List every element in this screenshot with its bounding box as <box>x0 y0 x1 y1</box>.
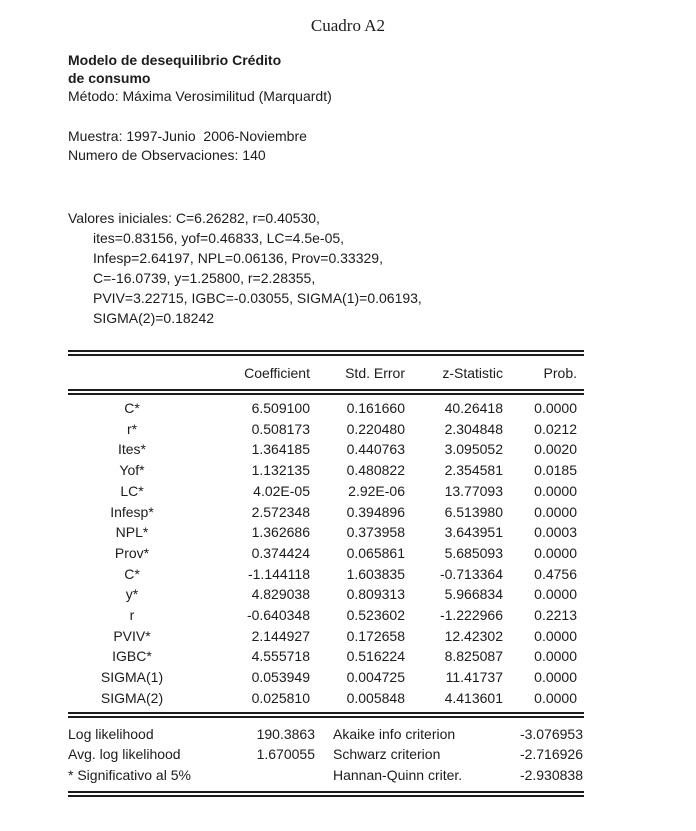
sample-block <box>68 127 584 165</box>
cell-coefficient: 0.053949 <box>251 669 310 686</box>
cell-prob: 0.0003 <box>534 524 577 541</box>
cell-std-error: 0.440763 <box>346 441 405 458</box>
cell-std-error: 0.005848 <box>346 689 405 706</box>
cell-std-error: 0.220480 <box>346 420 405 437</box>
observations-line: Numero de Observaciones: 140 <box>68 147 266 163</box>
cell-variable: Infesp* <box>110 503 154 520</box>
cell-variable: LC* <box>120 482 144 499</box>
cell-coefficient: 0.374424 <box>251 544 310 561</box>
summary-gap <box>315 744 333 765</box>
cell-prob: 0.2213 <box>534 607 577 624</box>
cell-variable: r* <box>126 420 138 437</box>
table-row <box>68 584 584 605</box>
summary-label-schwarz: Schwarz criterion <box>333 746 441 763</box>
cell-coefficient: 4.02E-05 <box>253 482 310 499</box>
content-column <box>68 51 584 797</box>
cell-z-statistic: 2.304848 <box>444 420 503 437</box>
table-row <box>68 626 584 647</box>
sample-line: Muestra: 1997-Junio 2006-Noviembre <box>68 128 307 144</box>
table-row <box>68 398 584 419</box>
cell-std-error: 0.523602 <box>346 607 405 624</box>
summary-row <box>68 724 584 745</box>
cell-variable: y* <box>125 586 139 603</box>
cell-variable: r <box>129 607 135 624</box>
cell-std-error: 0.172658 <box>346 627 405 644</box>
summary-value-akaike: -3.076953 <box>519 725 583 742</box>
cell-prob: 0.0020 <box>534 441 577 458</box>
cell-prob: 0.0212 <box>534 420 577 437</box>
cell-z-statistic: 12.42302 <box>444 627 503 644</box>
table-row <box>68 667 584 688</box>
column-header-std-error: Std. Error <box>345 364 405 381</box>
cell-coefficient: 2.144927 <box>251 627 310 644</box>
table-row <box>68 460 584 481</box>
cell-variable: SIGMA(1) <box>100 669 164 686</box>
cell-z-statistic: 2.354581 <box>444 462 503 479</box>
summary-value-empty <box>208 765 315 786</box>
cell-z-statistic: 4.413601 <box>444 689 503 706</box>
cell-prob: 0.0000 <box>534 586 577 603</box>
cell-variable: SIGMA(2) <box>100 689 164 706</box>
initial-values-line: ites=0.83156, yof=0.46833, LC=4.5e-05, <box>93 230 345 246</box>
cell-coefficient: 4.555718 <box>251 648 310 665</box>
table-row <box>68 419 584 440</box>
column-header-coefficient: Coefficient <box>244 364 310 381</box>
table-bottom-rule <box>68 791 584 797</box>
cell-variable: Prov* <box>114 544 150 561</box>
table-row <box>68 564 584 585</box>
cell-z-statistic: 11.41737 <box>445 669 503 686</box>
cell-prob: 0.0000 <box>534 669 577 686</box>
cell-prob: 0.0000 <box>534 648 577 665</box>
significance-note: * Significativo al 5% <box>68 766 191 783</box>
cell-std-error: 0.809313 <box>346 586 405 603</box>
initial-values-line: Infesp=2.64197, NPL=0.06136, Prov=0.33329, <box>93 250 383 266</box>
cell-coefficient: 6.509100 <box>251 400 310 416</box>
cell-std-error: 0.004725 <box>346 669 405 686</box>
model-title-line2: de consumo <box>68 70 151 86</box>
cell-variable: C* <box>124 565 140 582</box>
cell-std-error: 0.480822 <box>346 462 405 479</box>
cell-std-error: 1.603835 <box>346 565 405 582</box>
summary-row <box>68 765 584 786</box>
summary-label-hannan-quinn: Hannan-Quinn criter. <box>333 766 463 783</box>
model-header-block <box>68 51 584 105</box>
cell-std-error: 0.161660 <box>346 400 405 416</box>
summary-gap <box>315 765 333 786</box>
cell-z-statistic: -0.713364 <box>439 565 503 582</box>
initial-values-line: PVIV=3.22715, IGBC=-0.03055, SIGMA(1)=0.06193, <box>93 290 422 306</box>
summary-value-schwarz: -2.716926 <box>519 746 583 763</box>
table-caption: Cuadro A2 <box>310 16 386 35</box>
cell-variable: Ites* <box>117 441 146 458</box>
summary-value-hannan-quinn: -2.930838 <box>519 766 583 783</box>
table-header-row <box>68 356 584 389</box>
summary-row <box>68 744 584 765</box>
cell-z-statistic: 5.685093 <box>444 544 503 561</box>
summary-label-avg-log-likelihood: Avg. log likelihood <box>68 746 181 763</box>
cell-std-error: 0.394896 <box>346 503 405 520</box>
summary-label-log-likelihood: Log likelihood <box>68 725 154 742</box>
initial-values-block <box>68 208 584 328</box>
cell-z-statistic: 3.095052 <box>444 441 503 458</box>
cell-prob: 0.0000 <box>534 503 577 520</box>
cell-z-statistic: 8.825087 <box>444 648 503 665</box>
column-header-z-statistic: z-Statistic <box>442 364 503 381</box>
cell-prob: 0.0000 <box>534 544 577 561</box>
initial-values-line: SIGMA(2)=0.18242 <box>93 310 215 326</box>
cell-coefficient: 4.829038 <box>251 586 310 603</box>
results-table-body <box>68 395 584 712</box>
cell-coefficient: 0.025810 <box>251 689 310 706</box>
cell-prob: 0.0000 <box>534 400 577 416</box>
table-row <box>68 502 584 523</box>
cell-variable: NPL* <box>115 524 149 541</box>
cell-coefficient: 1.132135 <box>251 462 310 479</box>
cell-std-error: 0.065861 <box>346 544 405 561</box>
cell-coefficient: 1.364185 <box>251 441 310 458</box>
initial-values-line: Valores iniciales: C=6.26282, r=0.40530, <box>68 210 320 226</box>
model-title-line1: Modelo de desequilibrio Crédito <box>68 52 282 68</box>
summary-label-akaike: Akaike info criterion <box>333 725 456 742</box>
cell-variable: C* <box>124 400 140 416</box>
cell-std-error: 2.92E-06 <box>348 482 405 499</box>
cell-prob: 0.0000 <box>534 627 577 644</box>
cell-variable: Yof* <box>119 462 145 479</box>
column-header-prob: Prob. <box>543 364 577 381</box>
cell-prob: 0.0000 <box>534 482 577 499</box>
cell-std-error: 0.373958 <box>346 524 405 541</box>
cell-coefficient: 2.572348 <box>251 503 310 520</box>
table-row <box>68 543 584 564</box>
table-row <box>68 481 584 502</box>
table-row <box>68 439 584 460</box>
summary-value-log-likelihood: 190.3863 <box>256 725 315 742</box>
cell-z-statistic: 5.966834 <box>444 586 503 603</box>
summary-gap <box>315 724 333 745</box>
cell-coefficient: 1.362686 <box>251 524 310 541</box>
cell-z-statistic: -1.222966 <box>439 607 503 624</box>
cell-prob: 0.0000 <box>534 689 577 706</box>
cell-coefficient: -0.640348 <box>246 607 310 624</box>
cell-coefficient: 0.508173 <box>251 420 310 437</box>
cell-z-statistic: 6.513980 <box>444 503 503 520</box>
method-line: Método: Máxima Verosimilitud (Marquardt) <box>68 88 332 104</box>
cell-z-statistic: 13.77093 <box>444 482 503 499</box>
cell-z-statistic: 40.26418 <box>444 400 503 416</box>
table-row <box>68 688 584 709</box>
cell-std-error: 0.516224 <box>346 648 405 665</box>
cell-variable: IGBC* <box>112 648 152 665</box>
initial-values-line: C=-16.0739, y=1.25800, r=2.28355, <box>93 270 316 286</box>
table-row <box>68 605 584 626</box>
summary-section <box>68 718 584 792</box>
table-row <box>68 522 584 543</box>
cell-coefficient: -1.144118 <box>247 565 310 582</box>
cell-variable: PVIV* <box>113 627 151 644</box>
cell-z-statistic: 3.643951 <box>444 524 503 541</box>
cell-prob: 0.4756 <box>534 565 577 582</box>
cell-prob: 0.0185 <box>534 462 577 479</box>
summary-value-avg-log-likelihood: 1.670055 <box>256 746 315 763</box>
table-row <box>68 646 584 667</box>
